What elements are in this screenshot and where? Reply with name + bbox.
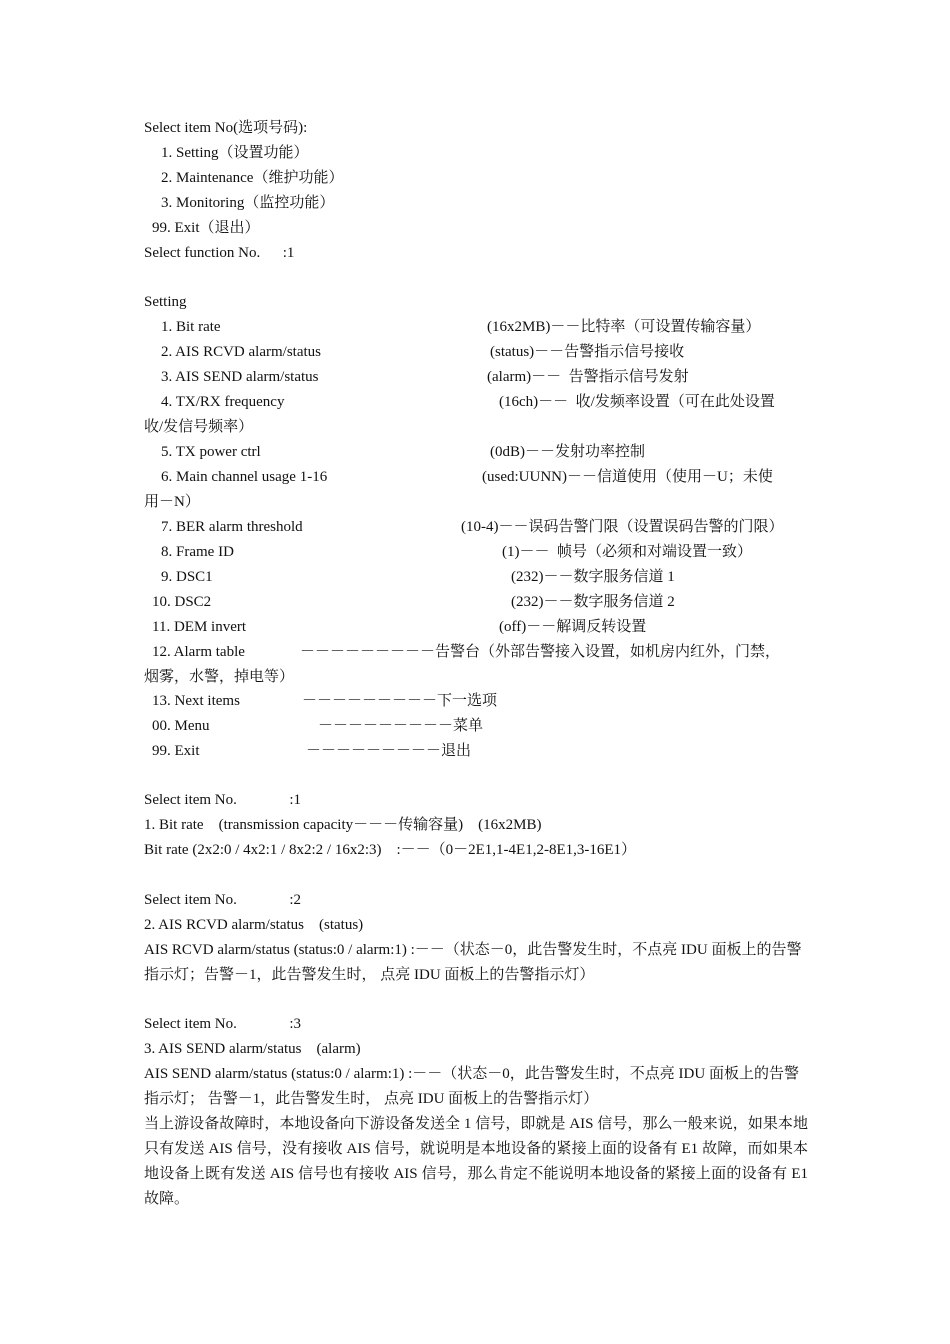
setting-desc-00: －－－－－－－－－菜单: [318, 718, 484, 734]
setting-desc-3: (alarm)－－ 告警指示信号发射: [487, 369, 689, 385]
setting-desc-4-cont: 收/发信号频率）: [144, 419, 254, 435]
setting-label-99: 99. Exit: [152, 743, 200, 759]
setting-desc-4: (16ch)－－ 收/发频率设置（可在此处设置: [499, 394, 775, 410]
section2-detail: AIS RCVD alarm/status (status:0 / alarm:1) :－－（状态－0，此告警发生时，不点亮 IDU 面板上的告警指示灯；告警－1，此告警发生时， 点亮 IDU 面板上的告警指示灯）: [144, 942, 802, 983]
setting-desc-8: (1)－－ 帧号（必须和对端设置一致）: [502, 544, 752, 560]
section3-explanation: 当上游设备故障时，本地设备向下游设备发送全 1 信号，即就是 AIS 信号，那么一般来说，如果本地只有发送 AIS 信号，没有接收 AIS 信号，就说明是本地设备的紧接上面的设备有 E1 故障，而如果本地设备上既有发送 AIS 信号也有接收 AIS 信号，那么肯定不能说明本地设备的紧接上面的设备有 E1 故障。: [144, 1116, 808, 1207]
setting-label-00: 00. Menu: [152, 718, 210, 734]
section3-select: Select item No. :3: [144, 1016, 302, 1032]
setting-desc-9: (232)－－数字服务信道 1: [511, 569, 675, 585]
setting-desc-10: (232)－－数字服务信道 2: [511, 594, 675, 610]
section1-heading: 1. Bit rate (transmission capacity－－－传输容量) (16x2MB): [144, 817, 542, 833]
section2-heading: 2. AIS RCVD alarm/status (status): [144, 917, 364, 933]
setting-label-12: 12. Alarm table: [152, 644, 245, 660]
setting-desc-1: (16x2MB)－－比特率（可设置传输容量）: [487, 319, 761, 335]
setting-label-11: 11. DEM invert: [152, 619, 247, 635]
setting-desc-99: －－－－－－－－－退出: [306, 743, 472, 759]
setting-label-3: 3. AIS SEND alarm/status: [161, 369, 319, 385]
section2-select: Select item No. :2: [144, 892, 302, 908]
menu-item-maintenance: 2. Maintenance（维护功能）: [161, 170, 344, 186]
setting-label-10: 10. DSC2: [152, 594, 212, 610]
section1-select: Select item No. :1: [144, 792, 302, 808]
setting-desc-6-cont: 用－N）: [144, 494, 200, 510]
section1-detail: Bit rate (2x2:0 / 4x2:1 / 8x2:2 / 16x2:3) :－－（0－2E1,1-4E1,2-8E1,3-16E1）: [144, 842, 637, 858]
menu-item-exit: 99. Exit（退出）: [152, 220, 260, 236]
select-function-line: Select function No. :1: [144, 245, 295, 261]
setting-desc-2: (status)－－告警指示信号接收: [490, 344, 685, 360]
section3-detail: AIS SEND alarm/status (status:0 / alarm:1) :－－（状态－0，此告警发生时，不点亮 IDU 面板上的告警指示灯； 告警－1，此告警发生时， 点亮 IDU 面板上的告警指示灯）: [144, 1066, 799, 1107]
setting-title: Setting: [144, 294, 187, 310]
setting-label-13: 13. Next items: [152, 693, 240, 709]
setting-label-1: 1. Bit rate: [161, 319, 221, 335]
setting-desc-13: －－－－－－－－－下一选项: [302, 693, 498, 709]
setting-desc-6: (used:UUNN)－－信道使用（使用－U；未使: [482, 469, 773, 485]
setting-label-5: 5. TX power ctrl: [161, 444, 261, 460]
setting-label-6: 6. Main channel usage 1-16: [161, 469, 328, 485]
menu-item-monitoring: 3. Monitoring（监控功能）: [161, 195, 335, 211]
section3-heading: 3. AIS SEND alarm/status (alarm): [144, 1041, 361, 1057]
menu-prompt: Select item No(选项号码):: [144, 120, 308, 136]
setting-label-2: 2. AIS RCVD alarm/status: [161, 344, 321, 360]
setting-label-8: 8. Frame ID: [161, 544, 234, 560]
setting-desc-12-cont: 烟雾，水警，掉电等）: [144, 669, 295, 685]
setting-label-7: 7. BER alarm threshold: [161, 519, 303, 535]
menu-item-setting: 1. Setting（设置功能）: [161, 145, 309, 161]
setting-desc-12: －－－－－－－－－告警台（外部告警接入设置，如机房内红外，门禁，: [300, 644, 781, 660]
setting-label-9: 9. DSC1: [161, 569, 213, 585]
setting-label-4: 4. TX/RX frequency: [161, 394, 285, 410]
setting-desc-7: (10-4)－－误码告警门限（设置误码告警的门限）: [461, 519, 784, 535]
setting-desc-5: (0dB)－－发射功率控制: [490, 444, 645, 460]
setting-desc-11: (off)－－解调反转设置: [499, 619, 647, 635]
